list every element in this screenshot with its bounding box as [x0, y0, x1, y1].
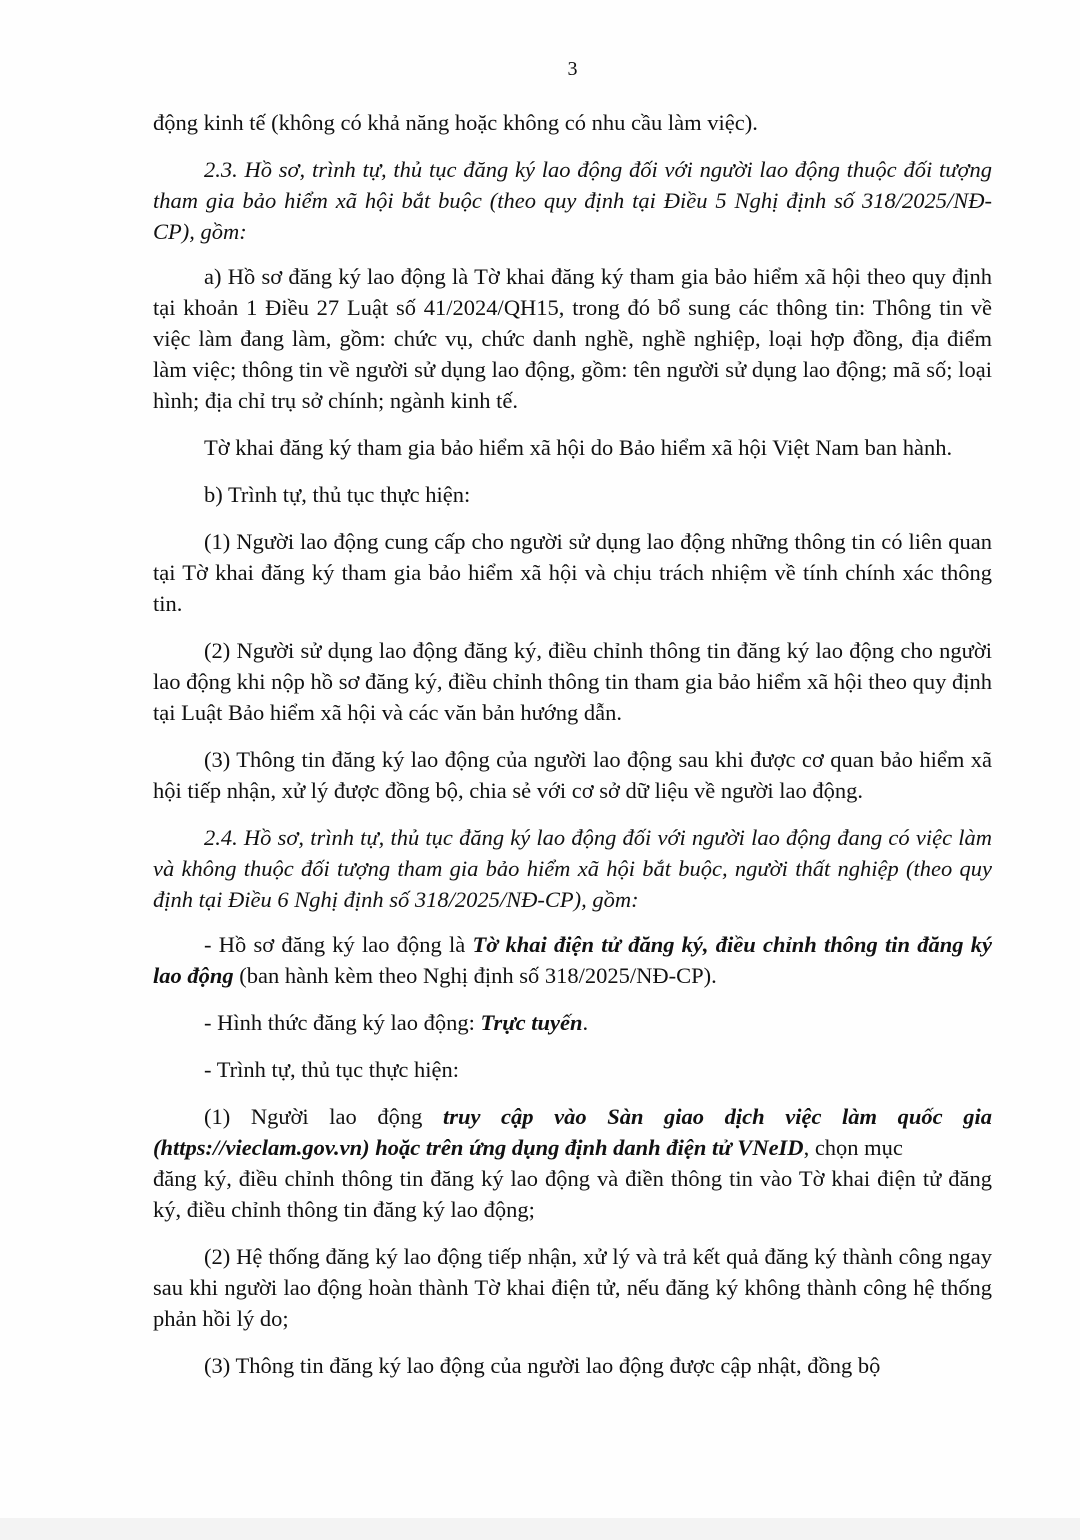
- section-heading-2-3: 2.3. Hồ sơ, trình tự, thủ tục đăng ký lao động đối với người lao động thuộc đối tượng tham gia bảo hiểm xã hội bắt buộc (theo quy định tại Điều 5 Nghị định số 318/2025/NĐ-CP), gồm:: [153, 157, 992, 244]
- paragraph-registration-dossier: a) Hồ sơ đăng ký lao động là Tờ khai đăng ký tham gia bảo hiểm xã hội theo quy định tại khoản 1 Điều 27 Luật số 41/2024/QH15, trong đó bổ sung các thông tin: Thông tin về việc làm đang làm, gồm: chức vụ, chức danh nghề, nghề nghiệp, loại hợp đồng, địa điểm làm việc; thông tin về người sử dụng lao động, gồm: tên người sử dụng lao động; mã số; loại hình; địa chỉ trụ sở chính; ngành kinh tế.: [153, 264, 992, 413]
- registration-method-tail: .: [582, 1010, 589, 1035]
- online-step-1-lead: (1) Người lao động: [204, 1104, 443, 1129]
- paragraph-electronic-form-lead: - Hồ sơ đăng ký lao động là: [204, 932, 473, 957]
- electronic-form-name: Tờ khai điện tử đăng ký, điều chỉnh thông tin đăng ký lao động: [153, 932, 992, 988]
- page-number: 3: [567, 58, 578, 80]
- paragraph-step-3: (3) Thông tin đăng ký lao động của người lao động sau khi được cơ quan bảo hiểm xã hội tiếp nhận, xử lý được đồng bộ, chia sẻ với cơ sở dữ liệu về người lao động.: [153, 747, 992, 803]
- paragraph-online-step-3: (3) Thông tin đăng ký lao động của người lao động được cập nhật, đồng bộ: [204, 1353, 881, 1378]
- paragraph-procedure-list-heading: - Trình tự, thủ tục thực hiện:: [204, 1057, 460, 1082]
- registration-method-value: Trực tuyến: [480, 1010, 583, 1035]
- paragraph-declaration-form: Tờ khai đăng ký tham gia bảo hiểm xã hội do Bảo hiểm xã hội Việt Nam ban hành.: [204, 435, 953, 460]
- registration-method-label: - Hình thức đăng ký lao động:: [204, 1010, 481, 1035]
- paragraph-online-step-2: (2) Hệ thống đăng ký lao động tiếp nhận, xử lý và trả kết quả đăng ký thành công ngay sau khi người lao động hoàn thành Tờ khai điện tử, nếu đăng ký không thành công hệ thống phản hồi lý do;: [153, 1244, 992, 1331]
- online-step-1-choice: , chọn mục: [803, 1135, 903, 1160]
- online-portal-text: truy cập vào Sàn giao dịch việc làm quốc gia (https://vieclam.gov.vn) hoặc trên ứng dụng định danh điện tử VNeID: [153, 1104, 992, 1160]
- paragraph-step-2: (2) Người sử dụng lao động đăng ký, điều chỉnh thông tin đăng ký lao động cho người lao động khi nộp hồ sơ đăng ký, điều chỉnh thông tin tham gia bảo hiểm xã hội theo quy định tại Luật Bảo hiểm xã hội và các văn bản hướng dẫn.: [153, 638, 992, 725]
- paragraph-electronic-form: [153, 929, 992, 991]
- paragraph-continuation: động kinh tế (không có khả năng hoặc không có nhu cầu làm việc).: [153, 110, 758, 135]
- paragraph-step-1: (1) Người lao động cung cấp cho người sử dụng lao động những thông tin có liên quan tại Tờ khai đăng ký tham gia bảo hiểm xã hội và chịu trách nhiệm về tính chính xác thông tin.: [153, 529, 992, 616]
- document-body: [153, 107, 992, 1381]
- paragraph-electronic-form-tail: (ban hành kèm theo Nghị định số 318/2025/NĐ-CP).: [233, 963, 717, 988]
- paragraph-registration-method: [153, 1007, 992, 1038]
- paragraph-procedure-heading: b) Trình tự, thủ tục thực hiện:: [204, 482, 471, 507]
- section-heading-2-4: 2.4. Hồ sơ, trình tự, thủ tục đăng ký lao động đối với người lao động đang có việc làm và không thuộc đối tượng tham gia bảo hiểm xã hội bắt buộc, người thất nghiệp (theo quy định tại Điều 6 Nghị định số 318/2025/NĐ-CP), gồm:: [153, 825, 992, 912]
- paragraph-online-step-1-continued: đăng ký, điều chỉnh thông tin đăng ký lao động và điền thông tin vào Tờ khai điện tử đăng ký, điều chỉnh thông tin đăng ký lao động;: [153, 1166, 992, 1222]
- paragraph-online-step-1: [153, 1101, 992, 1163]
- page-bottom-edge: [0, 1518, 1080, 1540]
